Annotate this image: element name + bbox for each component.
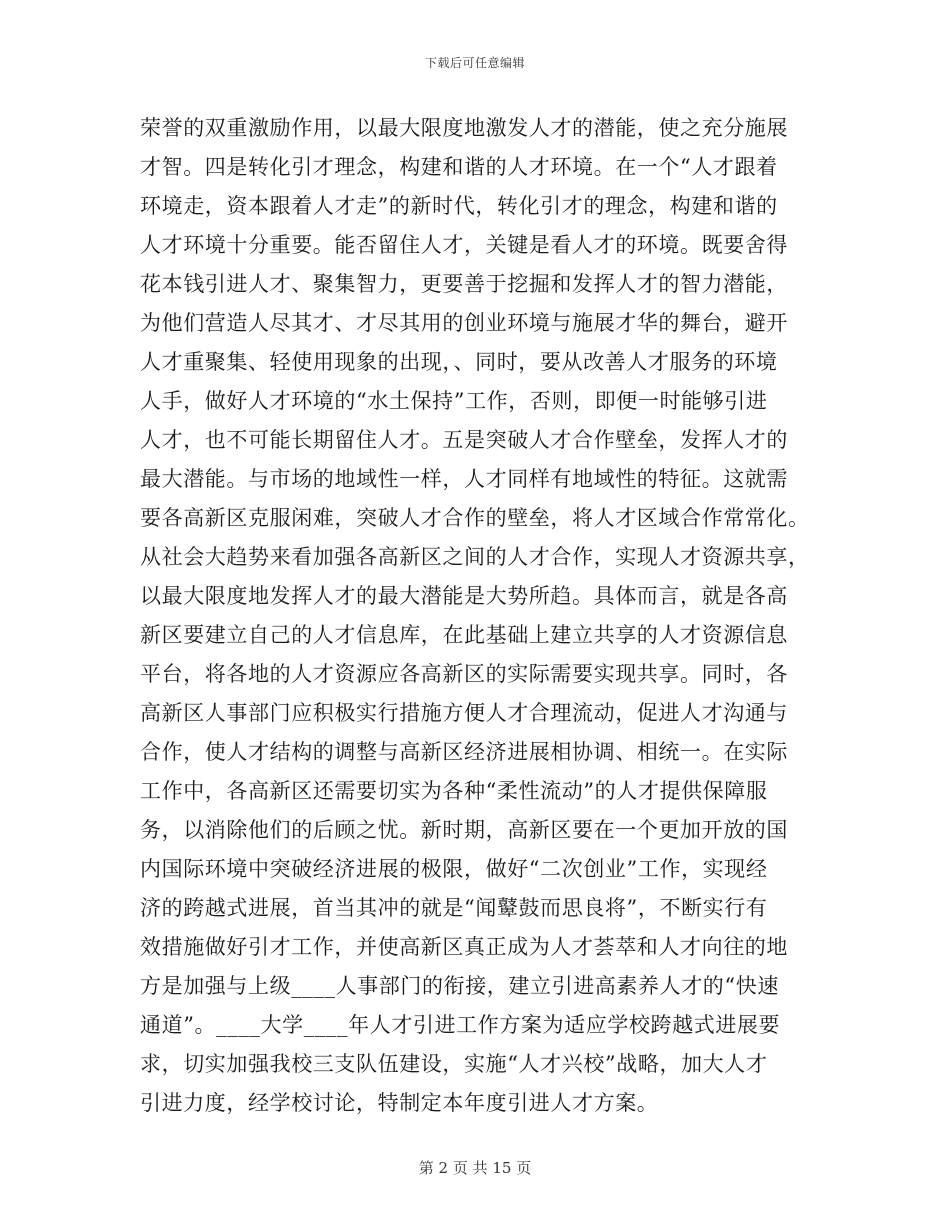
body-line: 新区要建立自己的人才信息库，在此基础上建立共享的人才资源信息 bbox=[140, 623, 788, 647]
page-header: 下载后可任意编辑 bbox=[424, 56, 525, 70]
body-line: 内国际环境中突破经济进展的极限，做好“二次创业”工作，实现经 bbox=[140, 857, 768, 881]
document-body bbox=[140, 109, 840, 1123]
body-line: 求，切实加强我校三支队伍建设，实施“人才兴校”战略，加大人才 bbox=[140, 1052, 768, 1076]
body-line: 花本钱引进人才、聚集智力，更要善于挖掘和发挥人才的智力潜能， bbox=[140, 272, 788, 296]
body-line: 荣誉的双重激励作用，以最大限度地激发人才的潜能，使之充分施展 bbox=[140, 116, 788, 140]
body-line: 人才重聚集、轻使用现象的出现，、同时，要从改善人才服务的环境 bbox=[140, 350, 778, 374]
body-line: 效措施做好引才工作，并使高新区真正成为人才荟萃和人才向往的地 bbox=[140, 935, 788, 959]
body-line: 务，以消除他们的后顾之忧。新时期，高新区要在一个更加开放的国 bbox=[140, 818, 788, 842]
body-line: 引进力度，经学校讨论，特制定本年度引进人才方案。 bbox=[140, 1091, 659, 1115]
body-line: 要各高新区克服闲难，突破人才合作的壁垒，将人才区域合作常常化。 bbox=[140, 506, 810, 530]
body-line: 济的跨越式进展，首当其冲的就是“闻鼙鼓而思良将”，不断实行有 bbox=[140, 896, 768, 920]
body-line: 通道”。____大学____年人才引进工作方案为适应学校跨越式进展要 bbox=[140, 1013, 781, 1037]
body-line: 环境走，资本跟着人才走”的新时代，转化引才的理念，构建和谐的 bbox=[140, 194, 778, 218]
body-line: 才智。四是转化引才理念，构建和谐的人才环境。在一个“人才跟着 bbox=[140, 155, 778, 179]
body-line: 为他们营造人尽其才、才尽其用的创业环境与施展才华的舞台，避开 bbox=[140, 311, 788, 335]
page-footer: 第 2 页 共 15 页 bbox=[418, 1159, 532, 1177]
body-line: 人才，也不可能长期留住人才。五是突破人才合作壁垒，发挥人才的 bbox=[140, 428, 788, 452]
body-line: 最大潜能。与市场的地域性一样，人才同样有地域性的特征。这就需 bbox=[140, 467, 788, 491]
body-line: 从社会大趋势来看加强各高新区之间的人才合作，实现人才资源共享， bbox=[140, 545, 810, 569]
body-line: 工作中，各高新区还需要切实为各种“柔性流动”的人才提供保障服 bbox=[140, 779, 768, 803]
body-line: 方是加强与上级____人事部门的衔接，建立引进高素养人才的“快速 bbox=[140, 974, 779, 998]
body-line: 以最大限度地发挥人才的最大潜能是大势所趋。具体而言，就是各高 bbox=[140, 584, 788, 608]
body-line: 人手，做好人才环境的“水土保持”工作，否则，即便一时能够引进 bbox=[140, 389, 768, 413]
body-line: 人才环境十分重要。能否留住人才，关键是看人才的环境。既要舍得 bbox=[140, 233, 788, 257]
body-line: 高新区人事部门应积极实行措施方便人才合理流动，促进人才沟通与 bbox=[140, 701, 788, 725]
body-line: 平台，将各地的人才资源应各高新区的实际需要实现共享。同时，各 bbox=[140, 662, 788, 686]
body-line: 合作，使人才结构的调整与高新区经济进展相协调、相统一。在实际 bbox=[140, 740, 788, 764]
